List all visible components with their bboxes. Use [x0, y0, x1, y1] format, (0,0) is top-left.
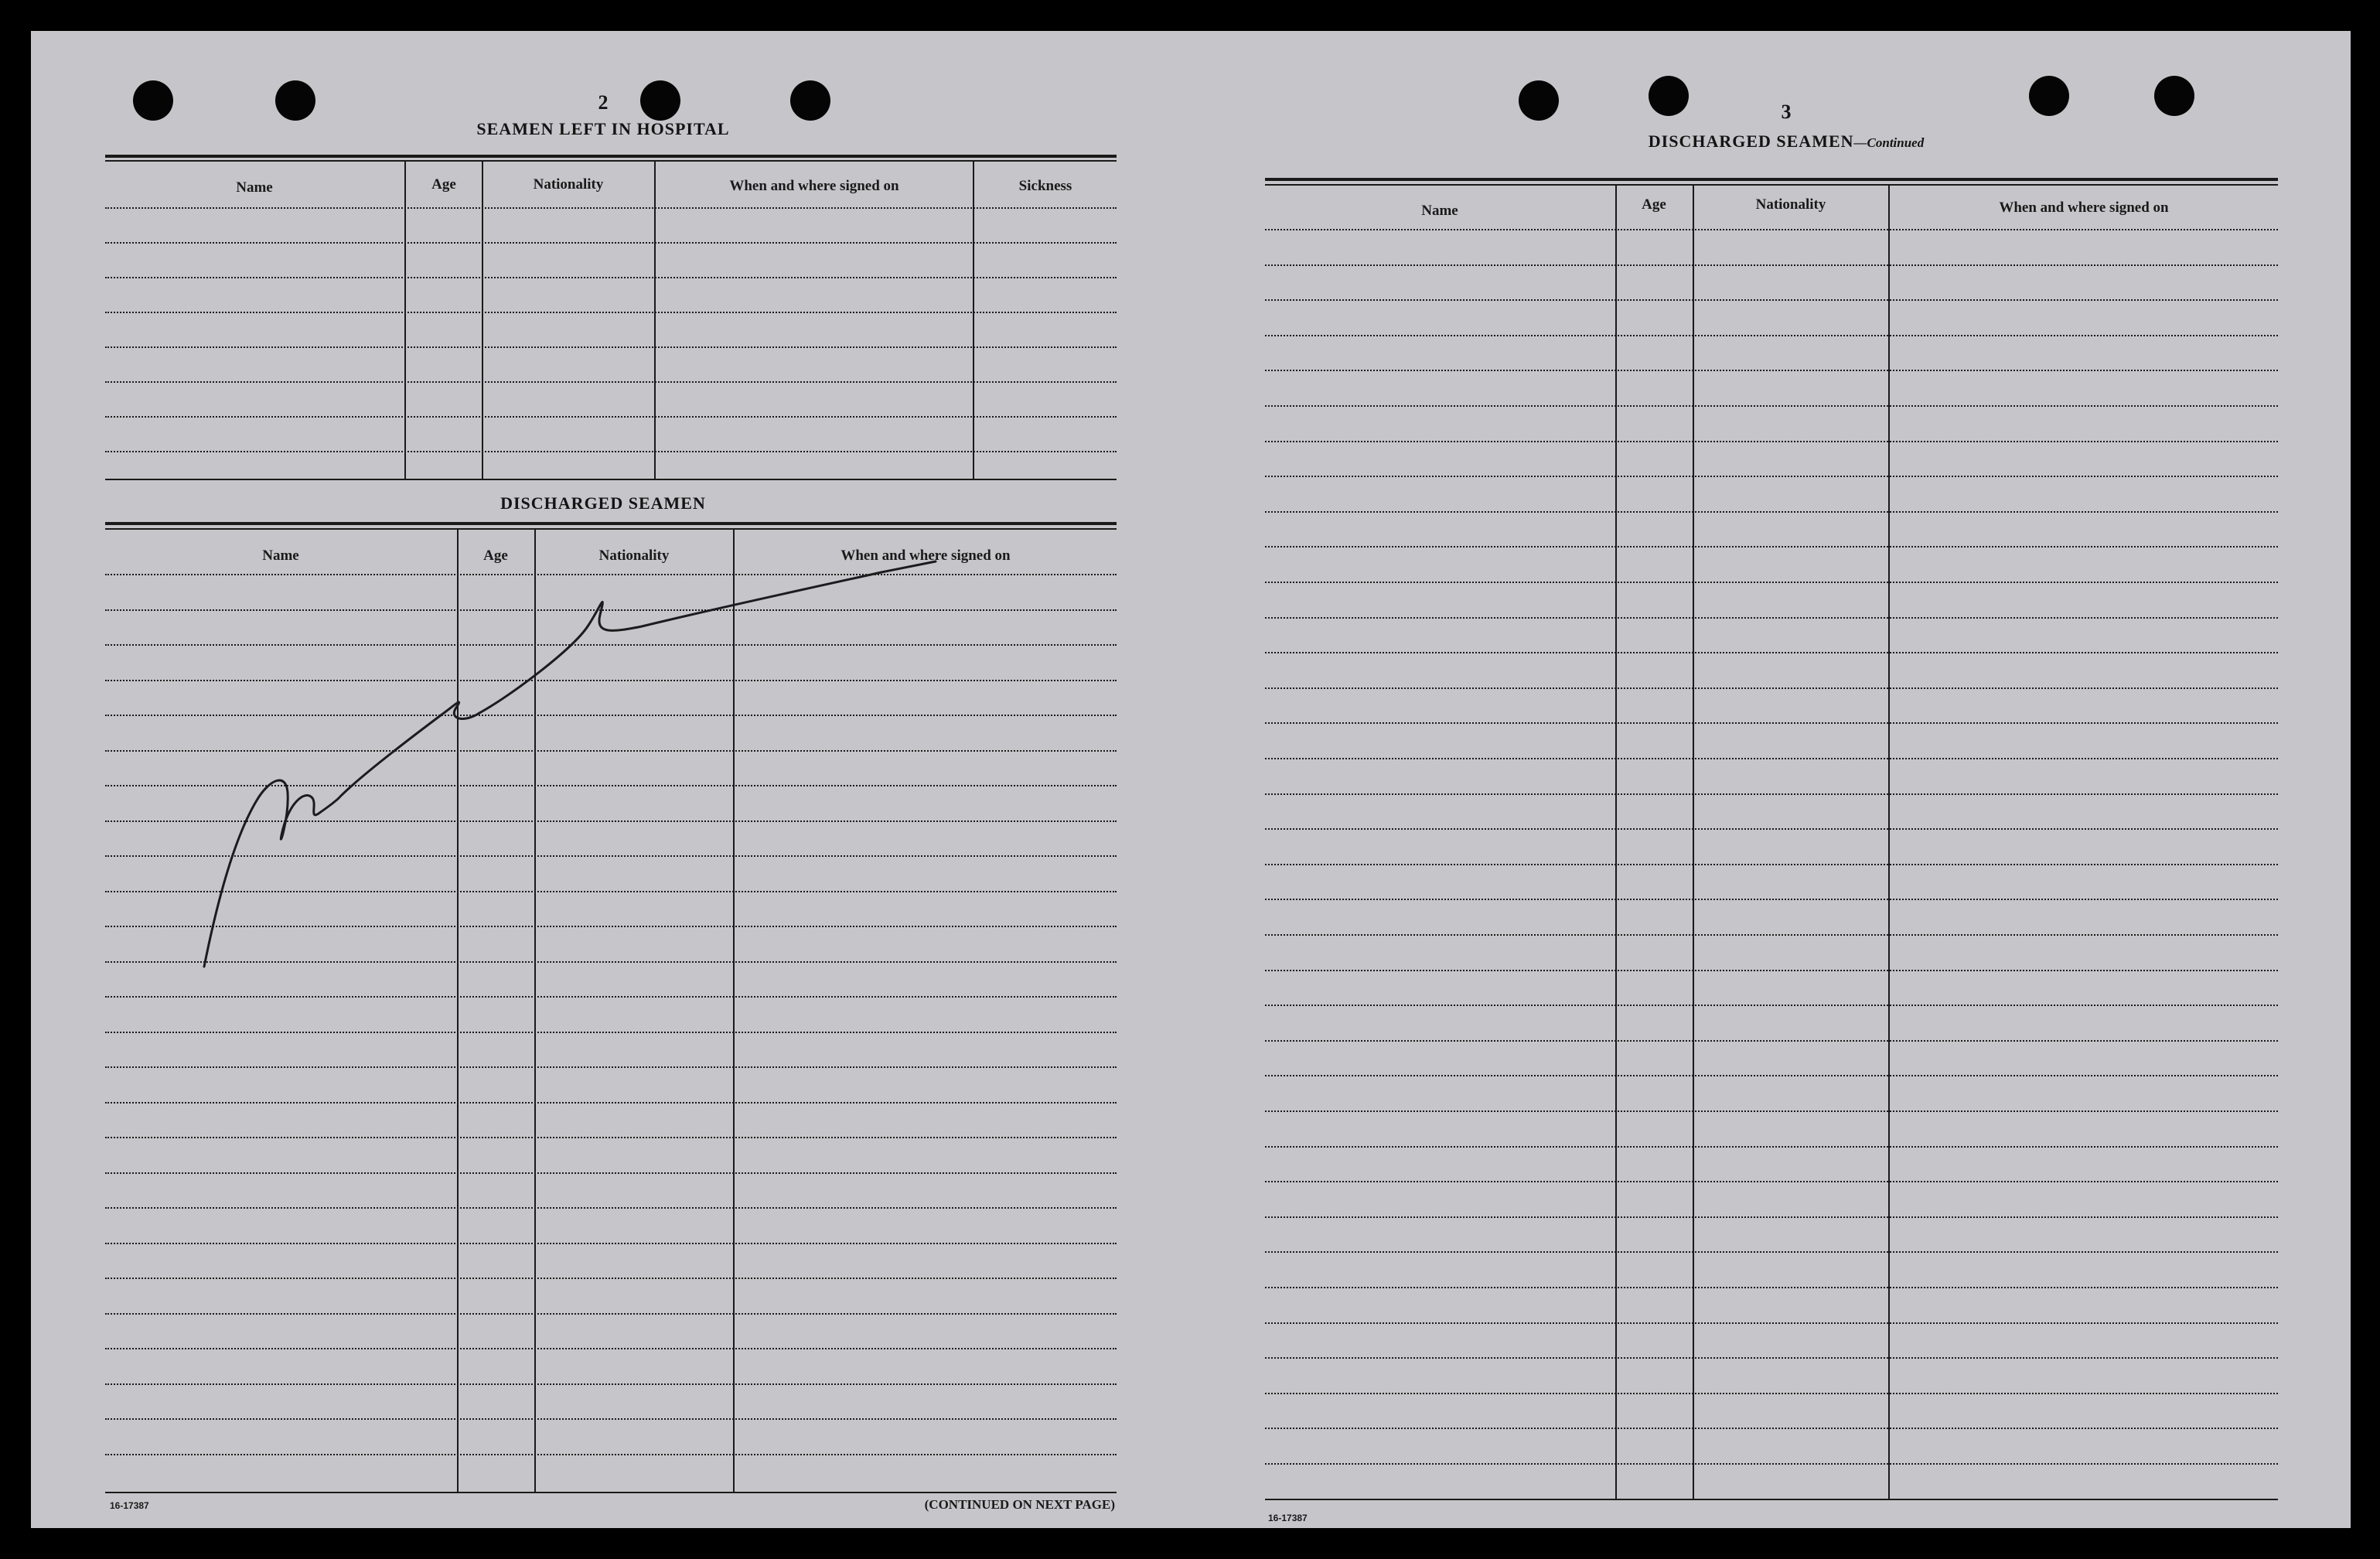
title-continued: —Continued	[1853, 135, 1925, 150]
column-nationality: Nationality	[598, 548, 670, 564]
column-age: Age	[1642, 196, 1666, 213]
column-name: Name	[262, 548, 299, 564]
hospital-section-title: SEAMEN LEFT IN HOSPITAL	[476, 119, 730, 138]
column-name: Name	[236, 179, 273, 196]
column-signed-on: When and where signed on	[729, 178, 899, 194]
column-sickness: Sickness	[1018, 178, 1072, 194]
page-number: 3	[1781, 101, 1792, 123]
column-age: Age	[483, 548, 508, 564]
handwritten-signature	[31, 31, 2351, 1528]
document-sheet	[31, 31, 2351, 1528]
title-main: DISCHARGED SEAMEN	[1648, 131, 1854, 151]
column-signed-on: When and where signed on	[841, 548, 1011, 564]
column-nationality: Nationality	[533, 176, 604, 193]
form-number: 16-17387	[110, 1500, 149, 1511]
column-nationality: Nationality	[1755, 196, 1826, 213]
column-signed-on: When and where signed on	[1999, 200, 2169, 216]
page-number: 2	[598, 91, 609, 114]
column-name: Name	[1421, 203, 1458, 219]
discharged-section-title: DISCHARGED SEAMEN	[500, 493, 706, 513]
form-number: 16-17387	[1268, 1513, 1308, 1523]
continued-note: (CONTINUED ON NEXT PAGE)	[924, 1497, 1115, 1512]
column-age: Age	[431, 176, 456, 193]
